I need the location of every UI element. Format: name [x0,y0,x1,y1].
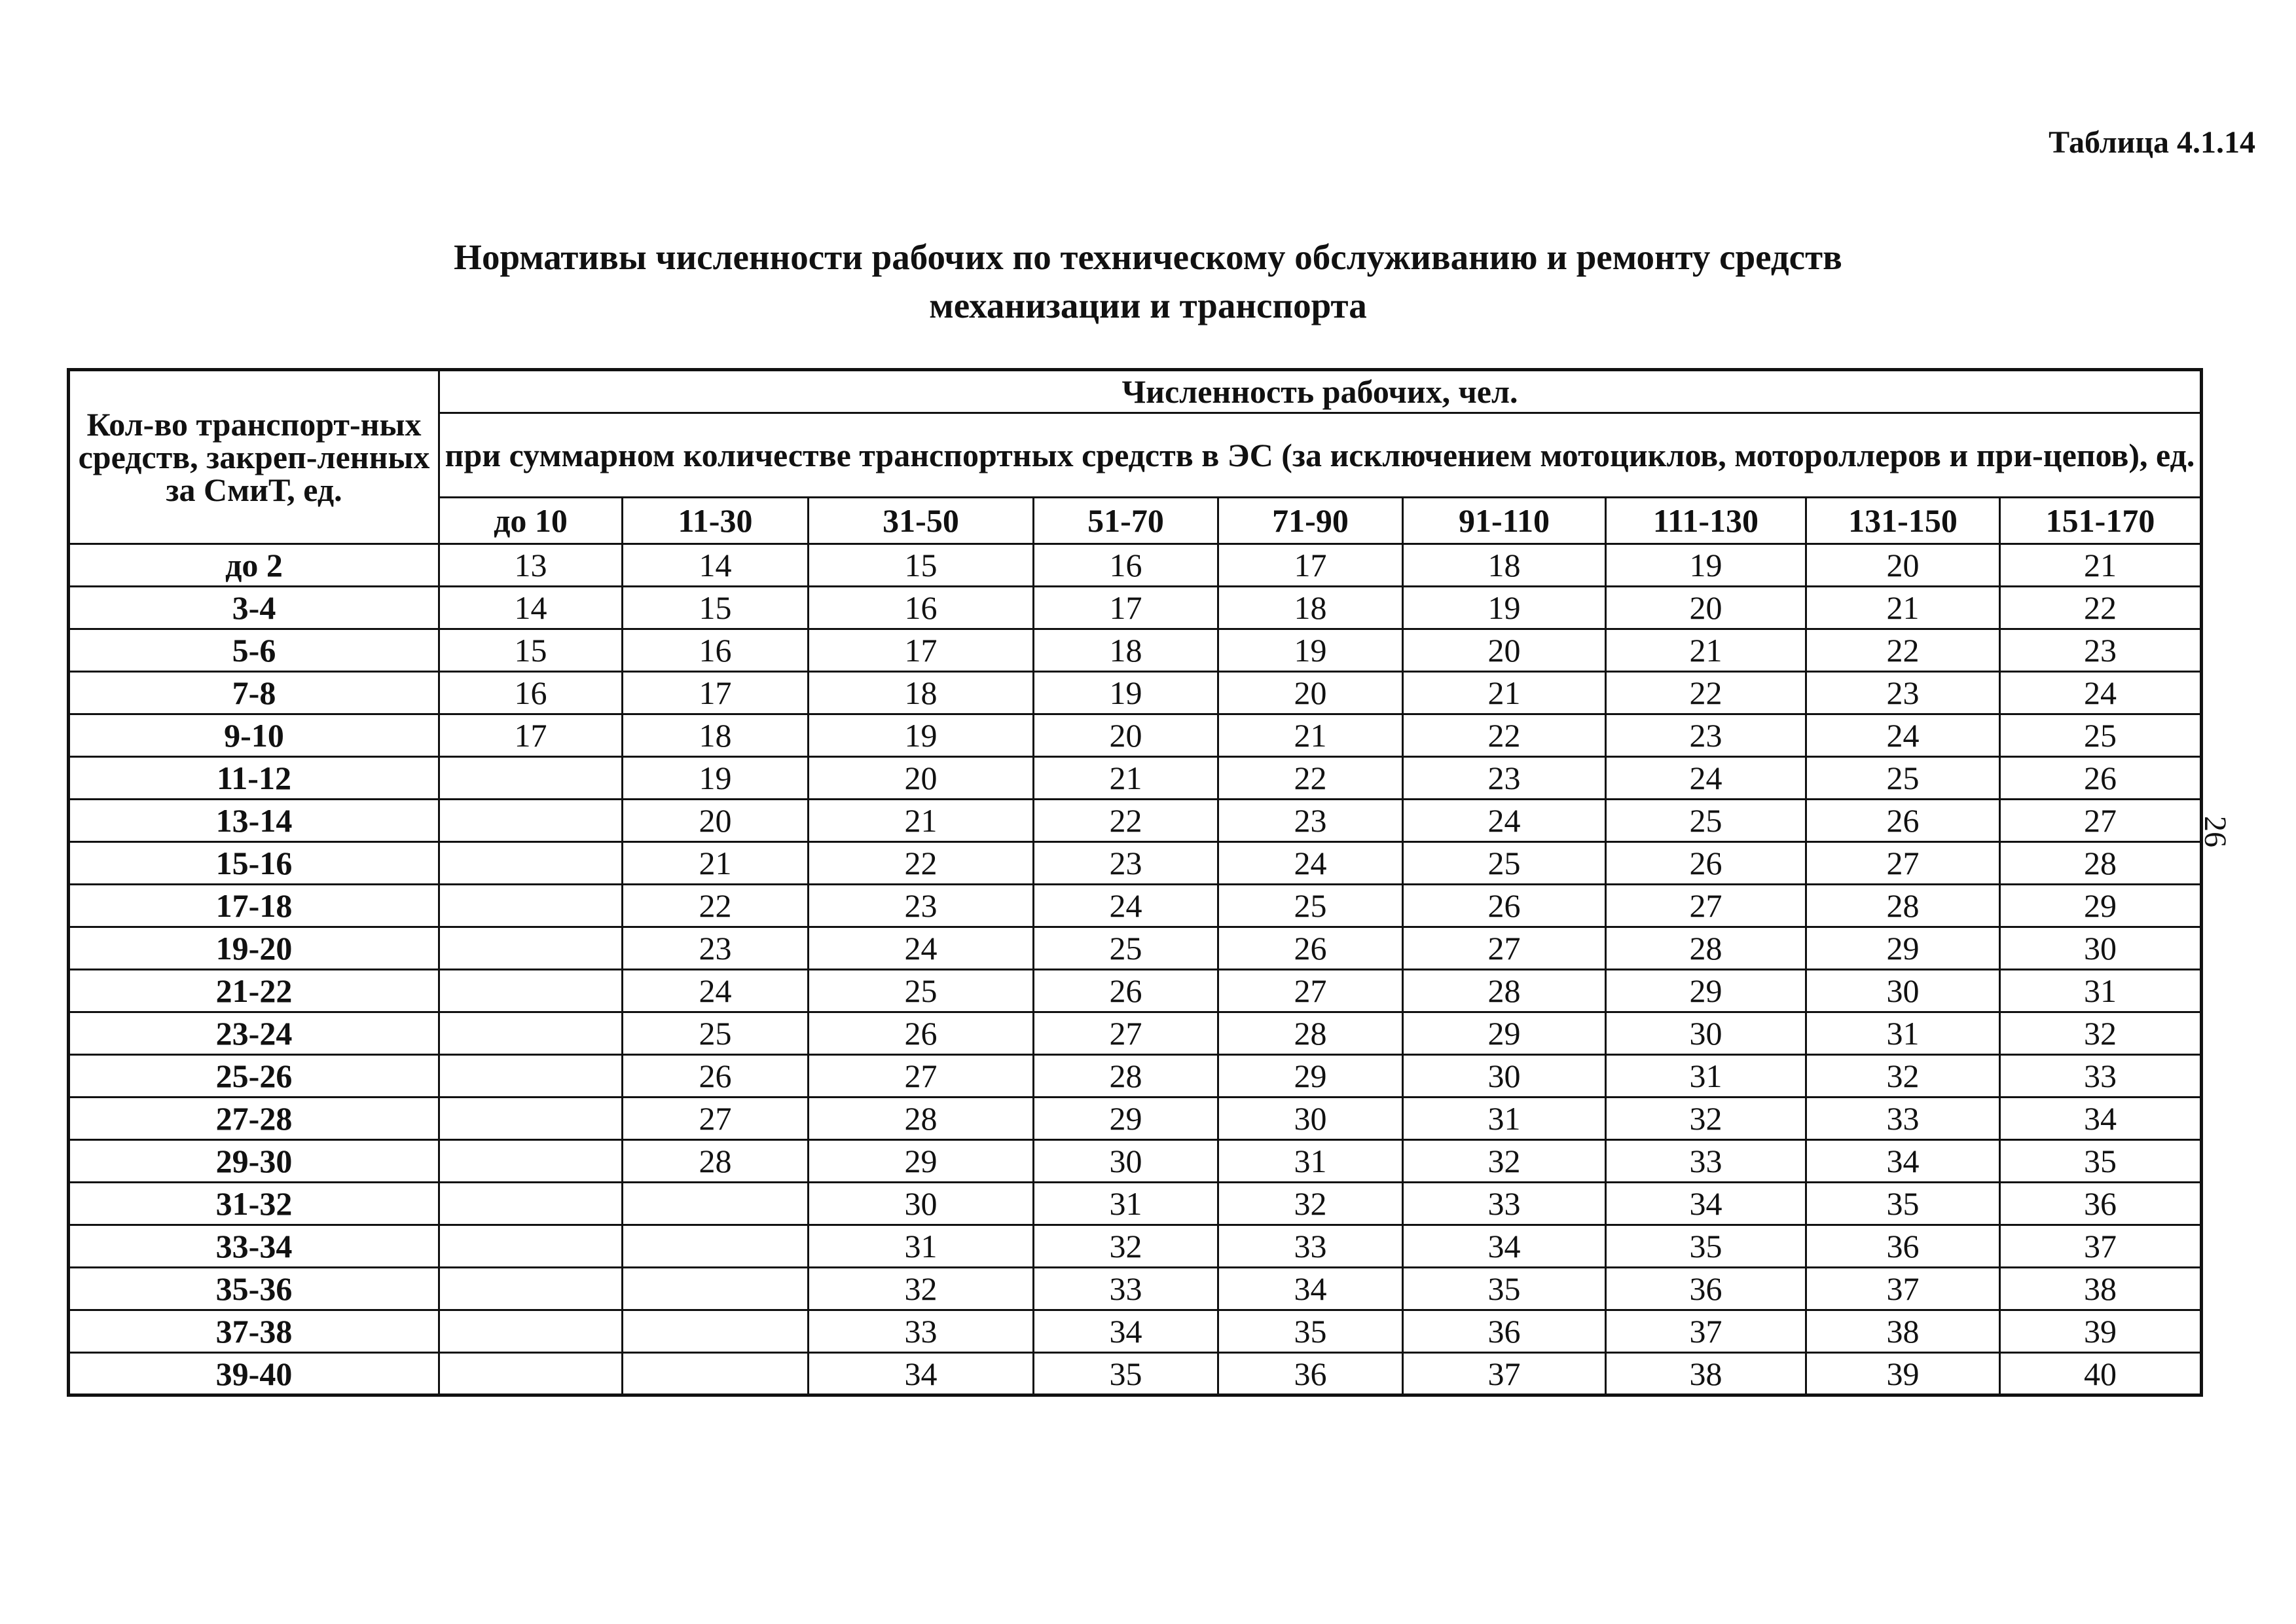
value-cell: 23 [1218,800,1403,842]
value-cell: 27 [1218,970,1403,1012]
value-cell: 18 [623,714,809,757]
row-range-cell: 5-6 [69,629,439,672]
value-cell: 29 [1034,1098,1218,1140]
value-cell: 35 [1403,1268,1606,1310]
table-row [69,587,2202,629]
column-header: 71-90 [1218,498,1403,544]
value-cell: 31 [2000,970,2202,1012]
value-cell: 23 [1606,714,1806,757]
value-cell: 27 [1403,927,1606,970]
value-cell: 28 [623,1140,809,1183]
table-row [69,544,2202,587]
value-cell: 24 [623,970,809,1012]
value-cell: 28 [2000,842,2202,885]
column-header: 11-30 [623,498,809,544]
value-cell: 19 [1034,672,1218,714]
value-cell: 38 [1606,1353,1806,1395]
value-cell: 34 [1403,1225,1606,1268]
value-cell: 17 [1218,544,1403,587]
value-cell [623,1310,809,1353]
value-cell: 33 [1606,1140,1806,1183]
value-cell: 36 [1806,1225,2000,1268]
value-cell: 28 [1034,1055,1218,1098]
value-cell: 18 [809,672,1034,714]
table-row [69,1055,2202,1098]
value-cell: 17 [623,672,809,714]
table-row [69,885,2202,927]
value-cell: 25 [2000,714,2202,757]
value-cell: 28 [1403,970,1606,1012]
value-cell: 35 [1806,1183,2000,1225]
value-cell: 24 [1606,757,1806,800]
title-line-1: Нормативы численности рабочих по техническому обслуживанию и ремонту средств [454,237,1842,277]
value-cell: 28 [1218,1012,1403,1055]
row-range-cell: 13-14 [69,800,439,842]
value-cell: 35 [1606,1225,1806,1268]
value-cell: 25 [1606,800,1806,842]
table-row [69,842,2202,885]
value-cell: 38 [2000,1268,2202,1310]
value-cell: 29 [1403,1012,1606,1055]
table-row [69,714,2202,757]
value-cell: 26 [1218,927,1403,970]
value-cell: 34 [2000,1098,2202,1140]
value-cell [439,1098,623,1140]
value-cell: 22 [1403,714,1606,757]
value-cell [439,927,623,970]
value-cell: 30 [2000,927,2202,970]
title-line-2: механизации и транспорта [929,286,1367,325]
value-cell: 15 [623,587,809,629]
value-cell: 25 [1218,885,1403,927]
value-cell: 26 [623,1055,809,1098]
page-title [0,233,2296,330]
value-cell: 27 [1806,842,2000,885]
value-cell: 26 [1806,800,2000,842]
row-range-cell: 27-28 [69,1098,439,1140]
value-cell: 36 [1606,1268,1806,1310]
value-cell: 13 [439,544,623,587]
table-body [69,544,2202,1395]
table-row [69,1098,2202,1140]
value-cell: 19 [1606,544,1806,587]
row-range-cell: 25-26 [69,1055,439,1098]
value-cell: 19 [1403,587,1606,629]
column-header: 51-70 [1034,498,1218,544]
value-cell: 21 [809,800,1034,842]
value-cell [623,1353,809,1395]
value-cell: 14 [439,587,623,629]
value-cell: 19 [623,757,809,800]
value-cell [439,842,623,885]
value-cell: 23 [2000,629,2202,672]
column-header: 131-150 [1806,498,2000,544]
value-cell: 37 [1606,1310,1806,1353]
value-cell: 23 [1806,672,2000,714]
value-cell [439,1055,623,1098]
value-cell: 20 [1606,587,1806,629]
value-cell: 15 [809,544,1034,587]
value-cell [439,885,623,927]
column-header: 111-130 [1606,498,1806,544]
value-cell: 30 [1403,1055,1606,1098]
row-header: Кол-во транспорт-ных средств, закреп-ленных за СмиТ, ед. [69,370,439,544]
value-cell: 25 [1034,927,1218,970]
value-cell: 17 [439,714,623,757]
value-cell [439,1225,623,1268]
value-cell: 16 [623,629,809,672]
value-cell: 20 [623,800,809,842]
value-cell: 16 [439,672,623,714]
value-cell: 25 [1403,842,1606,885]
value-cell: 33 [1034,1268,1218,1310]
row-range-cell: 39-40 [69,1353,439,1395]
value-cell: 30 [1034,1140,1218,1183]
value-cell: 27 [1034,1012,1218,1055]
table-row [69,1310,2202,1353]
value-cell: 25 [1806,757,2000,800]
value-cell: 23 [1403,757,1606,800]
value-cell: 31 [1218,1140,1403,1183]
value-cell: 16 [1034,544,1218,587]
row-range-cell: 33-34 [69,1225,439,1268]
value-cell: 18 [1034,629,1218,672]
value-cell: 40 [2000,1353,2202,1395]
value-cell: 23 [809,885,1034,927]
value-cell: 28 [1606,927,1806,970]
value-cell: 20 [1806,544,2000,587]
value-cell: 22 [2000,587,2202,629]
value-cell: 34 [1606,1183,1806,1225]
norms-table [67,368,2203,1397]
value-cell: 29 [2000,885,2202,927]
value-cell: 29 [1606,970,1806,1012]
value-cell: 27 [623,1098,809,1140]
value-cell: 21 [623,842,809,885]
value-cell: 27 [1606,885,1806,927]
table-row [69,927,2202,970]
value-cell: 34 [1806,1140,2000,1183]
table-row [69,800,2202,842]
value-cell [439,970,623,1012]
sub-header: при суммарном количестве транспортных средств в ЭС (за исключением мотоциклов, мотороллеров и при-цепов), ед. [439,413,2202,498]
value-cell: 30 [1806,970,2000,1012]
value-cell: 24 [1806,714,2000,757]
value-cell: 35 [1034,1353,1218,1395]
row-range-cell: до 2 [69,544,439,587]
value-cell: 24 [809,927,1034,970]
row-range-cell: 23-24 [69,1012,439,1055]
value-cell: 18 [1403,544,1606,587]
value-cell: 26 [2000,757,2202,800]
table-label: Таблица 4.1.14 [2049,125,2255,160]
value-cell: 31 [1403,1098,1606,1140]
value-cell: 20 [809,757,1034,800]
value-cell: 34 [809,1353,1034,1395]
value-cell: 19 [1218,629,1403,672]
value-cell: 20 [1403,629,1606,672]
value-cell: 32 [1806,1055,2000,1098]
value-cell: 33 [809,1310,1034,1353]
value-cell [439,800,623,842]
value-cell: 30 [1606,1012,1806,1055]
value-cell: 36 [2000,1183,2202,1225]
value-cell: 22 [1606,672,1806,714]
value-cell: 35 [2000,1140,2202,1183]
value-cell: 18 [1218,587,1403,629]
value-cell: 20 [1218,672,1403,714]
value-cell: 17 [1034,587,1218,629]
column-header: 151-170 [2000,498,2202,544]
value-cell: 33 [1403,1183,1606,1225]
row-range-cell: 35-36 [69,1268,439,1310]
row-range-cell: 21-22 [69,970,439,1012]
value-cell: 14 [623,544,809,587]
table-row [69,1353,2202,1395]
value-cell: 22 [623,885,809,927]
row-range-cell: 19-20 [69,927,439,970]
value-cell: 15 [439,629,623,672]
value-cell: 16 [809,587,1034,629]
value-cell: 24 [1403,800,1606,842]
value-cell [439,1140,623,1183]
value-cell: 22 [809,842,1034,885]
value-cell: 25 [809,970,1034,1012]
value-cell [623,1268,809,1310]
value-cell: 32 [809,1268,1034,1310]
table-row [69,1140,2202,1183]
value-cell: 33 [1218,1225,1403,1268]
value-cell: 32 [1218,1183,1403,1225]
table-row [69,1183,2202,1225]
value-cell: 17 [809,629,1034,672]
row-range-cell: 15-16 [69,842,439,885]
table-row [69,757,2202,800]
value-cell: 30 [1218,1098,1403,1140]
value-cell: 21 [2000,544,2202,587]
table-row [69,629,2202,672]
value-cell: 34 [1218,1268,1403,1310]
column-header: 91-110 [1403,498,1606,544]
value-cell: 29 [809,1140,1034,1183]
table-row [69,672,2202,714]
value-cell: 30 [809,1183,1034,1225]
table-row [69,1225,2202,1268]
row-range-cell: 7-8 [69,672,439,714]
value-cell [623,1183,809,1225]
value-cell [439,1012,623,1055]
row-range-cell: 17-18 [69,885,439,927]
row-range-cell: 11-12 [69,757,439,800]
value-cell: 19 [809,714,1034,757]
table-row [69,1012,2202,1055]
row-range-cell: 9-10 [69,714,439,757]
column-header: до 10 [439,498,623,544]
value-cell: 37 [1806,1268,2000,1310]
main-header: Численность рабочих, чел. [439,370,2202,413]
value-cell: 31 [809,1225,1034,1268]
value-cell: 39 [2000,1310,2202,1353]
value-cell: 21 [1606,629,1806,672]
value-cell: 33 [2000,1055,2202,1098]
value-cell: 32 [1403,1140,1606,1183]
value-cell: 31 [1606,1055,1806,1098]
value-cell: 23 [623,927,809,970]
value-cell: 32 [1034,1225,1218,1268]
value-cell: 24 [1034,885,1218,927]
value-cell: 38 [1806,1310,2000,1353]
value-cell: 37 [1403,1353,1606,1395]
value-cell: 28 [809,1098,1034,1140]
value-cell: 36 [1403,1310,1606,1353]
value-cell: 31 [1806,1012,2000,1055]
value-cell: 26 [1606,842,1806,885]
value-cell: 21 [1034,757,1218,800]
value-cell: 26 [1403,885,1606,927]
value-cell [623,1225,809,1268]
value-cell: 36 [1218,1353,1403,1395]
table-row [69,970,2202,1012]
row-range-cell: 3-4 [69,587,439,629]
value-cell: 29 [1806,927,2000,970]
value-cell: 28 [1806,885,2000,927]
row-range-cell: 29-30 [69,1140,439,1183]
value-cell: 20 [1034,714,1218,757]
value-cell: 31 [1034,1183,1218,1225]
value-cell: 22 [1034,800,1218,842]
value-cell [439,757,623,800]
value-cell: 29 [1218,1055,1403,1098]
value-cell: 23 [1034,842,1218,885]
value-cell: 21 [1218,714,1403,757]
value-cell [439,1268,623,1310]
value-cell: 21 [1806,587,2000,629]
value-cell: 39 [1806,1353,2000,1395]
value-cell: 22 [1218,757,1403,800]
value-cell: 24 [2000,672,2202,714]
value-cell: 22 [1806,629,2000,672]
value-cell [439,1310,623,1353]
value-cell: 33 [1806,1098,2000,1140]
row-range-cell: 31-32 [69,1183,439,1225]
page-number: 26 [2198,816,2232,847]
value-cell: 21 [1403,672,1606,714]
value-cell: 24 [1218,842,1403,885]
value-cell: 27 [2000,800,2202,842]
value-cell: 32 [1606,1098,1806,1140]
value-cell: 25 [623,1012,809,1055]
column-header: 31-50 [809,498,1034,544]
value-cell: 35 [1218,1310,1403,1353]
value-cell: 32 [2000,1012,2202,1055]
value-cell [439,1183,623,1225]
row-range-cell: 37-38 [69,1310,439,1353]
value-cell: 27 [809,1055,1034,1098]
value-cell: 34 [1034,1310,1218,1353]
value-cell [439,1353,623,1395]
table-row [69,1268,2202,1310]
value-cell: 37 [2000,1225,2202,1268]
value-cell: 26 [809,1012,1034,1055]
value-cell: 26 [1034,970,1218,1012]
